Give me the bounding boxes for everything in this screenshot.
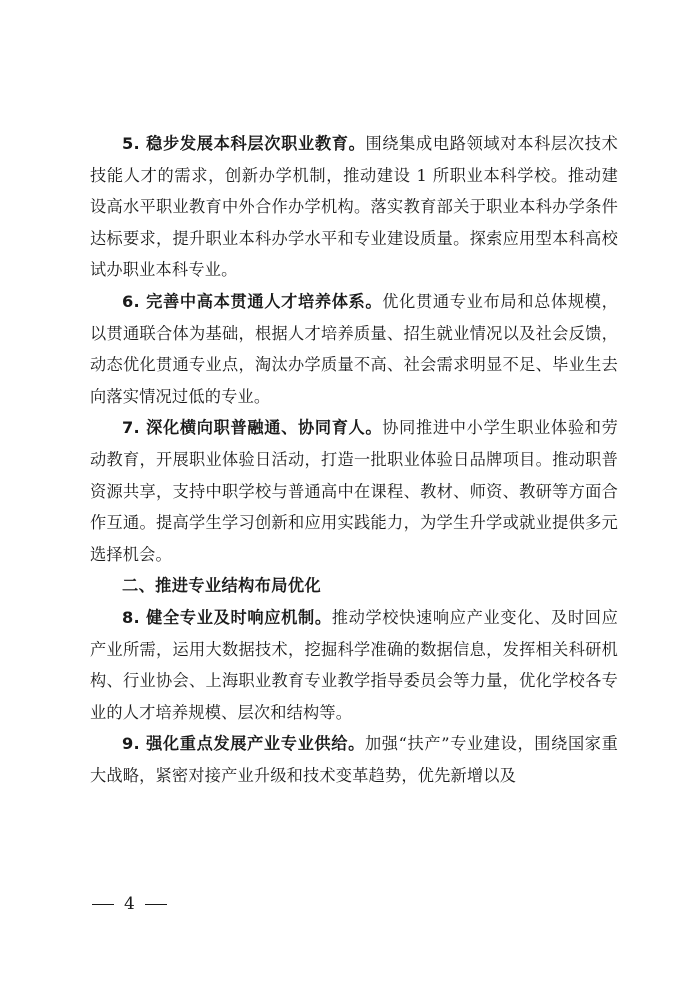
- paragraph-5-lead: 5. 稳步发展本科层次职业教育。: [122, 134, 366, 153]
- page-number: 4: [124, 894, 135, 914]
- paragraph-5: [90, 128, 618, 286]
- footer-dash-left: [92, 904, 114, 905]
- paragraph-9-body: 加强“扶产”专业建设，围绕国家重大战略，紧密对接产业升级和技术变革趋势，优先新增以及: [90, 734, 619, 785]
- paragraph-8-lead: 8. 健全专业及时响应机制。: [122, 607, 332, 627]
- paragraph-7: [90, 412, 618, 570]
- paragraph-6-body: 优化贯通专业布局和总体规模，以贯通联合体为基础，根据人才培养质量、招生就业情况以及社会反馈，动态优化贯通专业点，淘汰办学质量不高、社会需求明显不足、毕业生去向落实情况过低的专业。: [90, 291, 618, 406]
- paragraph-5-body: 围绕集成电路领域对本科层次技术技能人才的需求，创新办学机制，推动建设 1 所职业本科学校。推动建设高水平职业教育中外合作办学机构。落实教育部关于职业本科办学条件达标要求，提升职业本科办学水平和专业建设质量。探索应用型本科高校试办职业本科专业。: [90, 134, 618, 280]
- section-heading: 二、推进专业结构布局优化: [122, 576, 322, 596]
- document-body: [90, 128, 618, 791]
- paragraph-9: [90, 728, 618, 791]
- paragraph-8: [90, 602, 618, 728]
- paragraph-7-body: 协同推进中小学生职业体验和劳动教育，开展职业体验日活动，打造一批职业体验日品牌项目。推动职普资源共享，支持中职学校与普通高中在课程、教材、师资、教研等方面合作互通。提高学生学习创新和应用实践能力，为学生升学或就业提供多元选择机会。: [90, 418, 618, 564]
- paragraph-8-body: 推动学校快速响应产业变化、及时回应产业所需，运用大数据技术，挖掘科学准确的数据信息，发挥相关科研机构、行业协会、上海职业教育专业教学指导委员会等力量，优化学校各专业的人才培养规模、层次和结构等。: [90, 607, 618, 722]
- page-footer: [92, 894, 167, 914]
- footer-dash-right: [145, 904, 167, 905]
- paragraph-9-lead: 9. 强化重点发展产业专业供给。: [122, 734, 365, 754]
- paragraph-6-lead: 6. 完善中高本贯通人才培养体系。: [122, 291, 383, 311]
- paragraph-7-lead: 7. 深化横向职普融通、协同育人。: [122, 418, 383, 438]
- paragraph-6: [90, 286, 618, 412]
